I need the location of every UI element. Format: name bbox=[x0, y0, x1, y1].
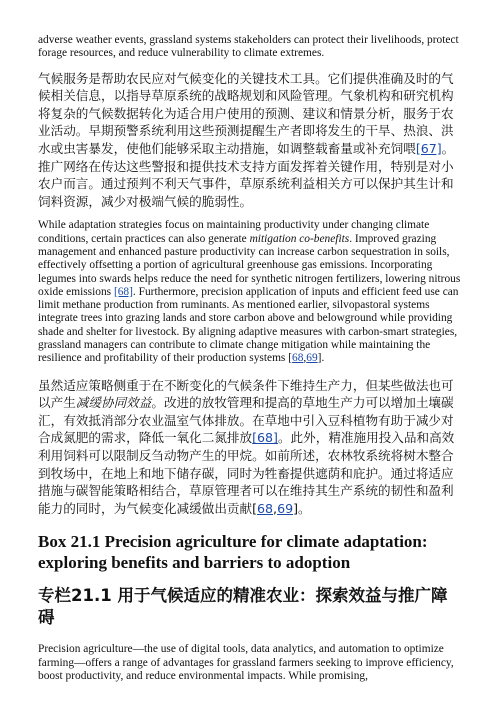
box-title-zh: 专栏21.1 用于气候适应的精准农业：探索效益与推广障碍 bbox=[38, 586, 448, 628]
paragraph-zh-2-s2: 。改进的放牧管理和提高的草地生产力可以增加土壤碳汇，有效抵消部分农业温室气体排放。在草地中引入豆科植物有助于减少对合成氮肥的需求，降低一氧化二氮排放 bbox=[38, 395, 454, 446]
citation-link-zh-69[interactable]: 69 bbox=[277, 500, 294, 516]
paragraph-en-2-s4: . bbox=[321, 352, 325, 365]
paragraph-en-2-italic: mitigation co-benefits bbox=[249, 232, 350, 245]
paragraph-en-2-s1: While adaptation strategies focus on maintaining productivity under changing climate conditions, certain practices can also generate bbox=[38, 219, 430, 245]
paragraph-zh-1-text: 气候服务是帮助农民应对气候变化的关键技术工具。它们提供准确及时的气候相关信息，以指导草原系统的战略规划和风险管理。气象机构和研究机构将复杂的气候数据转化为适合用户使用的预测、建议和情景分析，服务于农业活动。早期预警系统利用这些预测提醒生产者即将发生的干旱、热浪、洪水或虫害暴发，使他们能够采取主动措施，如调整载畜量或补充饲喂 bbox=[38, 70, 454, 156]
paragraph-zh-2-s3: 。此外，精准施用投入品和高效利用饲料可以限制反刍动物产生的甲烷。如前所述，农林牧系统将树木整合到牧场中，在地上和地下储存碳，同时为牲畜提供遮荫和庇护。通过将适应措施与碳智能策略相结合，草原管理者可以在维持其生产系统的韧性和盈利能力的同时，为气候变化减缓做出贡献 bbox=[38, 430, 455, 516]
paragraph-zh-2: 虽然适应策略侧重于在不断变化的气候条件下维持生产力，但某些做法也可以产生减缓协同效益。改进的放牧管理和提高的草地生产力可以增加土壤碳汇，有效抵消部分农业温室气体排放。在草地中引入豆科植物有助于减少对合成氮肥的需求，降低一氧化二氮排放[68]。此外，精准施用投入品和高效利用饲料可以限制反刍动物产生的甲烷。如前所述，农林牧系统将树木整合到牧场中，在地上和地下储存碳，同时为牲畜提供遮荫和庇护。通过将适应措施与碳智能策略相结合，草原管理者可以在维持其生产系统的韧性和盈利能力的同时，为气候变化减缓做出贡献[68,69]。 bbox=[38, 377, 455, 516]
paragraph-zh-2-italic: 减缓协同效益 bbox=[75, 395, 152, 411]
paragraph-zh-1-tail: 。推广网络在传达这些警报和提供技术支持方面发挥着关键作用，特别是对小农户而言。通过预判不利天气事件，草原系统利益相关方可以保护其生计和饲料资源，减少对极端气候的脆弱性。 bbox=[38, 140, 455, 209]
paragraph-en-2-s2: . Improved grazing management and enhanced pasture productivity can increase carbon sequestration in soils, effectively offsetting a portion of agricultural greenhouse gas emissions. Incorporating legumes into swards helps reduce the need for synthetic nitrogen fertilizers, lowering nitrous oxide emissions bbox=[38, 232, 461, 298]
paragraph-en-1-tail: adverse weather events, grassland systems stakeholders can protect their livelihoods, protect forage resources, and reduce vulnerability to climate extremes. bbox=[38, 34, 459, 60]
box-title-en: Box 21.1 Precision agriculture for climate adaptation: exploring benefits and barriers to adoption bbox=[38, 532, 428, 573]
citation-link-69[interactable]: 69 bbox=[306, 352, 318, 365]
paragraph-en-3: Precision agriculture—the use of digital tools, data analytics, and automation to optimize farming—offers a range of advantages for grassland farmers seeking to improve efficiency, boost productivity, and reduce environmental impacts. While promising, bbox=[38, 643, 454, 682]
paragraph-zh-2-s4: 。 bbox=[298, 500, 311, 516]
citation-link-67[interactable]: [67] bbox=[415, 140, 442, 156]
citation-link-68[interactable]: [68] bbox=[113, 285, 133, 298]
document-page bbox=[38, 34, 462, 683]
citation-link-zh-68[interactable]: [68] bbox=[252, 430, 278, 446]
paragraph-en-2: While adaptation strategies focus on maintaining productivity under changing climate conditions, certain practices can also generate mitigation co-benefits. Improved grazing management and enhanced pasture productivity can increase carbon sequestration in soils, effectively offsetting a portion of agricultural greenhouse gas emissions. Incorporating legumes into swards helps reduce the need for synthetic nitrogen fertilizers, lowering nitrous oxide emissions [68]. Furthermore, precision application of inputs and efficient feed use can limit methane production from ruminants. As mentioned earlier, silvopastoral systems integrate trees into grazing lands and store carbon above and belowground while providing shade and shelter for livestock. By aligning adaptive measures with carbon-smart strategies, grassland managers can contribute to climate change mitigation while maintaining the resilience and profitability of their production systems [68,69]. bbox=[38, 219, 461, 365]
citation-link-zh-68b[interactable]: 68 bbox=[257, 500, 274, 516]
paragraph-en-2-s3: . Furthermore, precision application of inputs and efficient feed use can limit methane production from ruminants. As mentioned earlier, silvopastoral systems integrate trees into grazing lands and store carbon above and belowground while providing shade and shelter for livestock. By aligning adaptive measures with carbon-smart strategies, grassland managers can contribute to climate change mitigation while maintaining the resilience and profitability of their production systems bbox=[38, 285, 459, 365]
paragraph-zh-1 bbox=[38, 70, 462, 211]
paragraph-zh-2-s1: 虽然适应策略侧重于在不断变化的气候条件下维持生产力，但某些做法也可以产生 bbox=[38, 377, 454, 411]
citation-link-68b[interactable]: 68 bbox=[292, 352, 304, 365]
